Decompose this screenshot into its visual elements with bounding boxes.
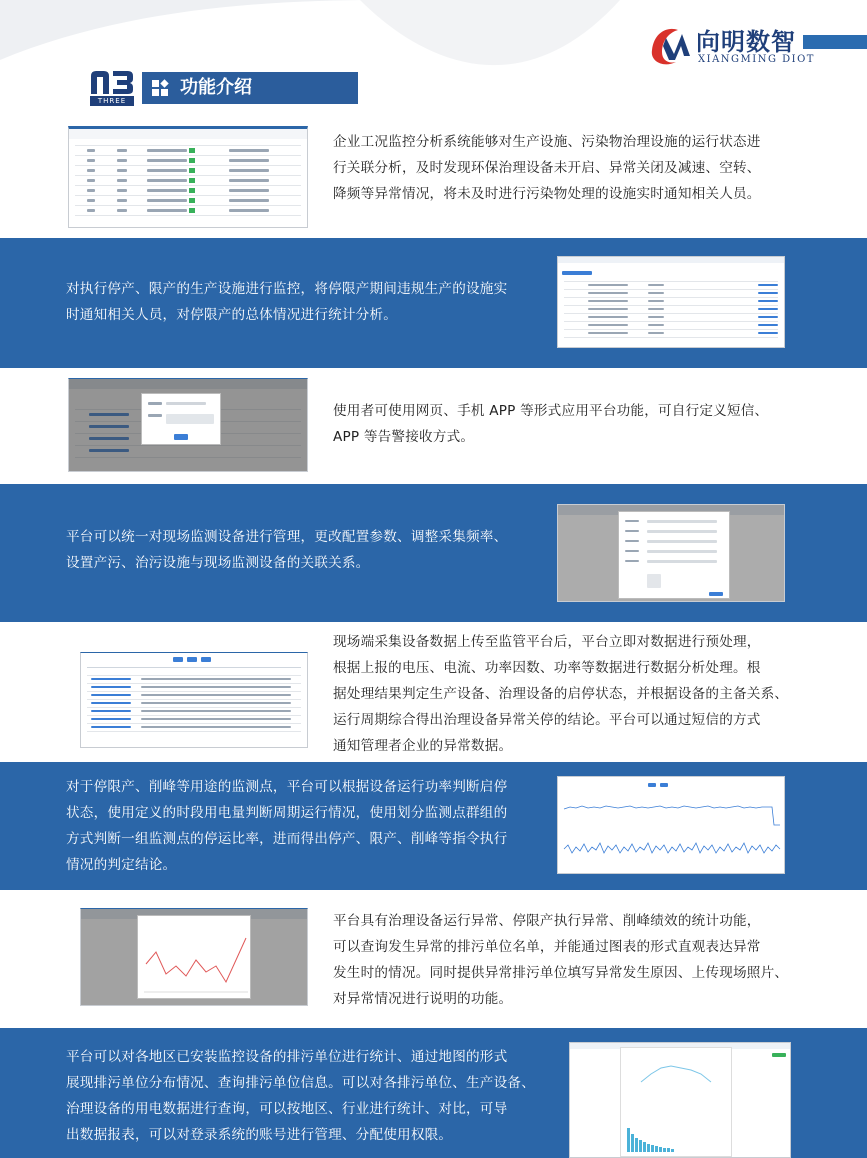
feature-1 xyxy=(0,118,867,238)
feature-2-text: 对执行停产、限产的生产设施进行监控，将停限产期间违规生产的设施实 时通知相关人员，对停限产的总体情况进行统计分析。 xyxy=(66,281,508,323)
feature-5 xyxy=(0,622,867,762)
feature-8 xyxy=(0,1028,867,1158)
feature-7-text: 平台具有治理设备运行异常、停限产执行异常、削峰绩效的统计功能， 可以查询发生异常的排污单位名单，并能通过图表的形式直观表达异常 发生时的情况。同时提供异常排污单位填写异常发生原因、上传现场照片、 对异常情况进行说明的功能。 xyxy=(333,913,789,1007)
feature-4-text: 平台可以统一对现场监测设备进行管理，更改配置参数、调整采集频率、 设置产污、治污设施与现场监测设备的关联关系。 xyxy=(66,529,508,571)
section-number-label: THREE xyxy=(90,96,134,106)
feature-6-text: 对于停限产、削峰等用途的监测点，平台可以根据设备运行功率判断启停 状态，使用定义的时段用电量判断周期运行情况，使用划分监测点群组的 方式判断一组监测点的停运比率，进而得出停产、限产、削峰等指令执行 情况的判定结论。 xyxy=(66,779,508,873)
section-number xyxy=(88,68,136,106)
feature-1-screenshot xyxy=(68,126,308,228)
brand-subtitle: XIANGMING DIOT xyxy=(698,54,815,65)
feature-7 xyxy=(0,890,867,1028)
feature-7-screenshot xyxy=(80,908,308,1006)
feature-3 xyxy=(0,368,867,484)
section-number-glyph xyxy=(88,68,136,96)
feature-6-screenshot xyxy=(557,776,785,874)
feature-5-text: 现场端采集设备数据上传至监管平台后，平台立即对数据进行预处理， 根据上报的电压、电流、功率因数、功率等数据进行数据分析处理。根 据处理结果判定生产设备、治理设备的启停状态，并根据设备的主备关系、 运行周期综合得出治理设备异常关停的结论。平台可以通过短信的方式 通知管理者企业的异常数据。 xyxy=(333,634,789,754)
grid-icon xyxy=(152,80,168,96)
brand-logo xyxy=(648,16,815,72)
feature-3-screenshot xyxy=(68,378,308,472)
section-title: 功能介绍 xyxy=(180,77,252,98)
feature-4-screenshot xyxy=(557,504,785,602)
feature-2-screenshot xyxy=(557,256,785,348)
section-title-tag xyxy=(142,72,358,104)
feature-5-screenshot xyxy=(80,652,308,748)
logo-mark-icon xyxy=(648,20,692,68)
feature-1-text: 企业工况监控分析系统能够对生产设施、污染物治理设施的运行状态进 行关联分析，及时发现环保治理设备未开启、异常关闭及减速、空转、 降频等异常情况，将未及时进行污染物处理的设施实时通知相关人员。 xyxy=(333,134,761,202)
feature-8-screenshot xyxy=(569,1042,791,1158)
feature-3-text: 使用者可使用网页、手机 APP 等形式应用平台功能，可自行定义短信、 APP 等告警接收方式。 xyxy=(333,403,769,445)
corner-accent-bar xyxy=(803,35,867,49)
feature-2 xyxy=(0,238,867,368)
feature-8-text: 平台可以对各地区已安装监控设备的排污单位进行统计、通过地图的形式 展现排污单位分布情况、查询排污单位信息。可以对各排污单位、生产设备、 治理设备的用电数据进行查询，可以按地区、行业进行统计、对比，可导 出数据报表，可以对登录系统的账号进行管理、分配使用权限。 xyxy=(66,1049,535,1143)
feature-4 xyxy=(0,484,867,622)
feature-6 xyxy=(0,762,867,890)
brand-name: 向明数智 xyxy=(696,28,796,56)
